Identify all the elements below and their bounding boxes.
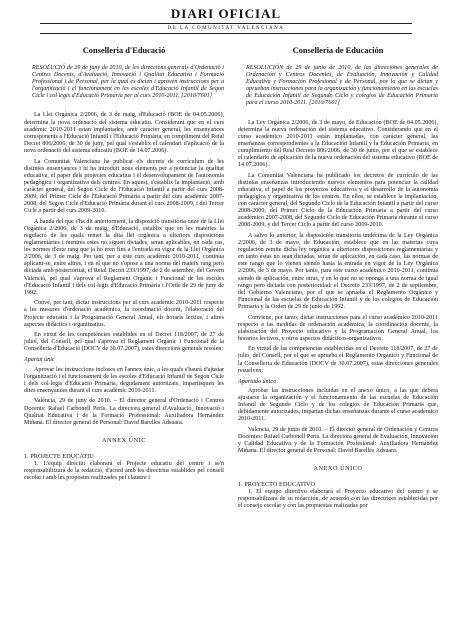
spanish-column bbox=[238, 46, 438, 514]
body-paragraph: A salvo lo anterior, la disposición transitoria undécima de la Ley Orgánica 2/2006, de 3 de mayo, de Educación, establece que en las materias cuya regulación remite dicha ley orgánica a ulteriores disposiciones reglamentarias y en tanto éstas no sean dictadas, serán de aplicación, en cada caso, las normas de este rango que lo vienen siendo hasta la entrada en vigor de la Ley Orgánica 2/2006, de 3 de mayo. Por tanto, para este curso académico 2010-2011, continúa siendo de aplicación, entre otras, y en lo que no se oponga a una norma de igual rango pero dictada con posterioridad: el Decreto 233/1997, de 2 de septiembre, del Gobierno Valenciano, por el que se aprueba el Reglamento Orgánico y Funcional de las escuelas de Educación Infantil y de los colegios de Educación Primaria y la Orden de 29 de junio de 1992. bbox=[238, 232, 438, 310]
body-paragraph: En virtud de las competencias establecidas en el Decreto 118/2007, de 27 de julio, del Consell, por el que se aprueba el Reglamento Orgánico y Funcional de la Conselleria de Educación (DOCV de 30.07.2007), estas direcciones generales resuelven: bbox=[238, 346, 438, 374]
conselleria-heading: Conselleria d'Educació bbox=[82, 46, 166, 55]
masthead-rule-top bbox=[40, 23, 412, 24]
body-paragraph: Convé, per tant, dictar instruccions per al curs acadèmic 2010-2011 respecte a les mesures d'ordenació acadèmica, la coordinació docent, l'elaboració del Projecte educatiu i la Programació General Anual, els horaris lectius, i altres aspectes didàctics i organitzatius. bbox=[24, 300, 224, 328]
body-paragraph: A banda del que s'ha dit anteriorment, la disposició transitòria onze de la Llei Orgànica 2/2006, de 3 de maig, d'Educació, establix que en les matèries la regulació de les quals remet la dita llei orgànica a ulteriors disposicions reglamentàries i mentres estes no siguen dictades, seran aplicables, en cada cas, les normes d'este rang que ja ho eren fins a l'entrada en vigor de la Llei Orgànica 2/2006, de 3 de maig. Per tant, per a este curs acadèmic 2010-2011, continua aplicant-se, entre altres, i en el que no s'opose a una norma del mateix rang però dictada amb posterioritat, el Reial Decret 233/1997, de 2 de setembre, del Govern Valencià, pel qual s'aprova el Reglament Orgànic i Funcional de les escoles d'Educació Infantil i dels col·legis d'Educació Primària i l'Orde de 29 de juny de 1992. bbox=[24, 218, 224, 296]
body-paragraph: En virtut de les competències establides en el Decret 118/2007, de 27 de juliol, del Consell, pel qual s'aprova el Reglament Orgànic i Funcional de la Conselleria d'Educació (DOCV de 30.07.2007), estes direccions generals resolen: bbox=[24, 332, 224, 353]
body-paragraph: La Comunitat Valenciana ha publicat els decrets de currículum de les distintes ensenyances i hi ha introduït nous elements per a potenciar la qualitat educativa, el paper dels projectes educatius i el desenvolupament de l'autonomia pedagògica i organitzativa dels centres. En aquest, s'establix la implantació, amb caràcter general, del Segon Cicle de l'Educació Infantil a partir del curs 2008-2009, del Primer Cicle de l'Educació Primària a partir del curs acadèmic 2007-2008, del Segon Cicle d'Educació Primària durant el curs 2008-2009, i del Tercer Cicle a partir del curs 2009-2010. bbox=[24, 158, 224, 215]
masthead-title: DIARI OFICIAL bbox=[170, 6, 282, 21]
body-paragraph: La Ley Orgánica 2/2006, de 3 de mayo, de Educación (BOE de 04.05.2006), determina la nueva ordenación del sistema educativo. Considerando que en el curso académico 2010-2011 están implantadas, con carácter general, las enseñanzas correspondientes a la Educación Infantil y la Educación Primaria, en cumplimiento del Real Decreto 806/2006, de 30 de junio, por el que se establece el calendario de aplicación de la nueva ordenación del sistema educativo (BOE de 14.07.2006). bbox=[238, 119, 438, 169]
section-heading: 1. PROYECTO EDUCATIVO bbox=[238, 481, 316, 489]
body-paragraph: Conviene, por tanto, dictar instrucciones para el curso académico 2010-2011 respecto a las medidas de ordenación académica, la coordinación docente, la elaboración del Proyecto educativo y la Programación General Anual, los horarios lectivos, y otros aspectos didácticos-organizativos. bbox=[238, 314, 438, 342]
annex-title: ANNEX ÚNIC bbox=[101, 436, 146, 444]
resolution-title: RESOLUCIÓ de 29 de juny de 2010, de les direccions generals d'Ordenació i Centres Docents, d'Avaluació, Innovació i Qualitat Educativa i Formació Professional i de Personal, per la qual es dicten i aproven instruccions per a l'organització i el funcionament en les escoles d'Educació Infantil de Segon Cicle i col·legis d'Educació Primària per al curs 2010-2011. [2010/7601] bbox=[32, 65, 224, 100]
body-paragraph: La Comunitat Valenciana ha publicado los decretos de currículo de las distintas enseñanzas introduciendo nuevos elementos para potenciar la calidad educativa, el papel de los proyectos educativos y el desarrollo de la autonomía pedagógica y organizativa de los centros. En ellos, se establece la implantación, con carácter general, del Segundo Ciclo de la Educación Infantil a partir del curso 2008-2009, del Primer Ciclo de la Educación Primaria a partir del curso académico 2007-2008, del Segundo Ciclo de Educación Primaria durante el curso 2008-2009, y del Tercer Ciclo a partir del curso 2009-2010. bbox=[238, 172, 438, 229]
section-paragraph: 1. L'equip directiu elaborarà el Projecte educatiu del centre i se'n responsabilitzarà de la redacció, d'acord amb les directrius establides pel consell escolar i amb les propostes realitzades pel claustre i bbox=[24, 460, 224, 481]
apartado-label: Apartado único bbox=[238, 378, 277, 385]
annex-title: ANEXO ÚNICO bbox=[313, 465, 363, 473]
signature-block: València, 29 de juny de 2010. – El director general d'Ordenació i Centres Docents: Rafael Carbonell Peris. La directora general d'Avaluació, Innovació i Qualitat Educativa i de la Formació Professional: Auxiliadora Hernández Miñana. El director general de Personal: David Barelles Adsuara. bbox=[24, 398, 224, 426]
masthead-rule-bottom bbox=[40, 33, 412, 34]
conselleria-heading: Conselleria de Educación bbox=[292, 46, 384, 55]
resolution-title: RESOLUCIÓN de 29 de junio de 2010, de las direcciones generales de Ordenación y Centros Docentes, de Evaluación, Innovación y Calidad Educativa y Formación Profesional y de Personal, por la que se dictan y aprueban instrucciones para la organización y funcionamiento en las escuelas de Educación Infantil de Segundo Ciclo y colegios de Educación Primaria para el curso 2010-2011. [2010/7601] bbox=[246, 65, 438, 107]
masthead-subtitle: DE LA COMUNITAT VALENCIANA bbox=[167, 26, 285, 31]
apartat-text: Aprovar les instruccions incloses en l'annex únic, a les quals s'haurà d'ajustar l'organització i el funcionament de les escoles d'Educació Infantil de Segon Cicle i dels col·legis d'Educació Primària, degudament autoritzats, impartisquen les dites ensenyances durant el curs acadèmic 2010-2011. bbox=[24, 366, 224, 394]
apartado-text: Aprobar las instrucciones incluidas en el anexo único, a las que deberá ajustarse la organización y el funcionamiento de las escuelas de Educación Infantil de Segundo Ciclo y de los colegios de Educación Primaria que, debidamente autorizados, impartan dichas enseñanzas durante el curso académico 2010-2011. bbox=[238, 387, 438, 423]
section-heading: 1. PROJECTE EDUCATIU bbox=[24, 452, 94, 460]
signature-block: Valencia, 29 de junio de 2010. – El director general de Ordenación y Centros Docentes: Rafael Carbonell Peris. La directora general de Evaluación, Innovación y Calidad Educativa y de la Formación Profesional: Auxiliadora Hernández Miñana. El director general de Personal: David Barelles Adsuara. bbox=[238, 426, 438, 455]
apartat-label: Apartat únic bbox=[24, 357, 55, 364]
section-paragraph: 1. El equipo directivo elaborará el Proyecto educativo del centro y se responsabilizará de su redacción, de acuerdo con las directrices establecidas por el consejo escolar y con las propuestas realizadas por bbox=[238, 489, 438, 510]
body-paragraph: La Llei Orgànica 2/2006, de 3 de maig, d'Educació (BOE de 04.05.2006), determina la nova ordenació del sistema educatiu. Considerant que en el curs acadèmic 2010-2011 estan implantades, amb caràcter general, les ensenyances corresponents a l'Educació Infantil i l'Educació Primària, en compliment del Reial Decret 806/2006, de 30 de juny, pel qual s'establix el calendari d'aplicació de la nova ordenació del sistema educatiu (BOE de 14.07.2006). bbox=[24, 112, 225, 154]
masthead bbox=[0, 4, 452, 38]
valencian-column bbox=[24, 46, 224, 486]
